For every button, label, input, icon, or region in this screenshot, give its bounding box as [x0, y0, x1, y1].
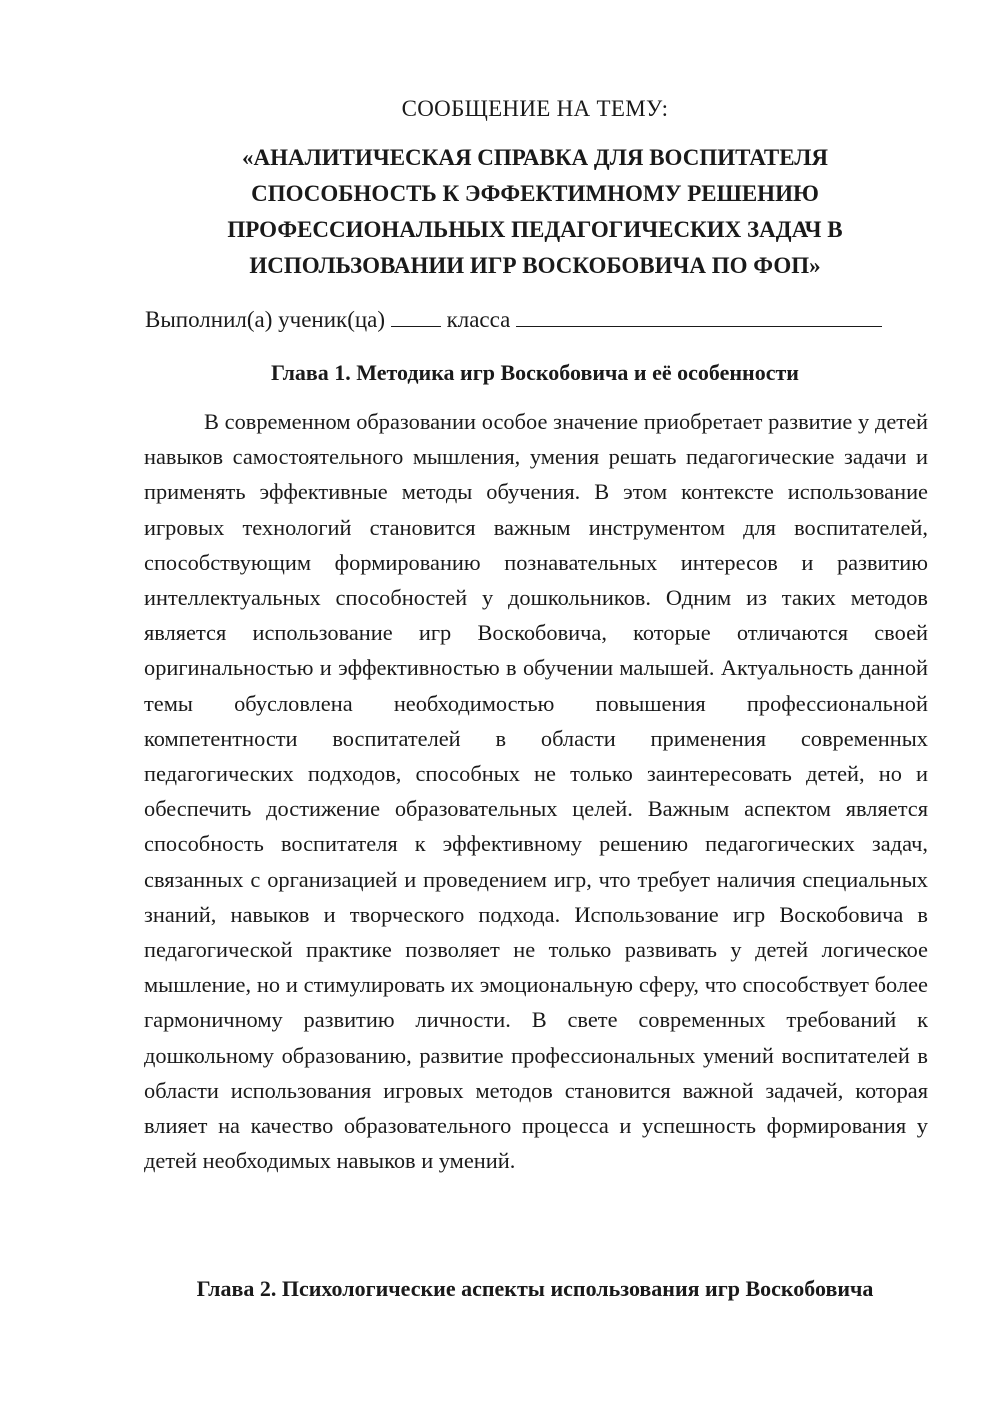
title-line: СПОСОБНОСТЬ К ЭФФЕКТИМНОМУ РЕШЕНИЮ: [251, 181, 819, 206]
title-line: ПРОФЕССИОНАЛЬНЫХ ПЕДАГОГИЧЕСКИХ ЗАДАЧ В: [227, 217, 843, 242]
document-subtitle: СООБЩЕНИЕ НА ТЕМУ:: [401, 96, 669, 121]
chapter-2-heading: Глава 2. Психологические аспекты использования игр Воскобовича: [196, 1276, 874, 1301]
author-line: [145, 304, 935, 333]
title-line: ИСПОЛЬЗОВАНИИ ИГР ВОСКОБОВИЧА ПО ФОП»: [249, 253, 821, 278]
author-label: Выполнил(а) ученик(ца): [145, 307, 386, 332]
grade-blank-field: [391, 304, 441, 327]
document-title: [175, 140, 895, 284]
title-line: «АНАЛИТИЧЕСКАЯ СПРАВКА ДЛЯ ВОСПИТАТЕЛЯ: [241, 145, 829, 170]
chapter-1-heading: Глава 1. Методика игр Воскобовича и её особенности: [271, 360, 799, 385]
chapter-1-paragraph: В современном образовании особое значение приобретает развитие у детей навыков самостоятельного мышления, умения решать педагогические задачи и применять эффективные методы обучения. В этом контексте использование игровых технологий становится важным инструментом для воспитателей, способствующим формированию познавательных интересов и развитию интеллектуальных способностей у дошкольников. Одним из таких методов является использование игр Воскобовича, которые отличаются своей оригинальностью и эффективностью в обучении малышей. Актуальность данной темы обусловлена необходимостью повышения профессиональной компетентности воспитателей в области применения современных педагогических подходов, способных не только заинтересовать детей, но и обеспечить достижение образовательных целей. Важным аспектом является способность воспитателя к эффективному решению педагогических задач, связанных с организацией и проведением игр, что требует наличия специальных знаний, навыков и творческого подхода. Использование игр Воскобовича в педагогической практике позволяет не только развивать у детей логическое мышление, но и стимулировать их эмоциональную сферу, что способствует более гармоничному развитию личности. В свете современных требований к дошкольному образованию, развитие профессиональных умений воспитателей в области использования игровых методов становится важной задачей, которая влияет на качество образовательного процесса и успешность формирования у детей необходимых навыков и умений.: [144, 409, 928, 1174]
name-blank-field: [516, 304, 882, 327]
class-label: класса: [446, 307, 511, 332]
